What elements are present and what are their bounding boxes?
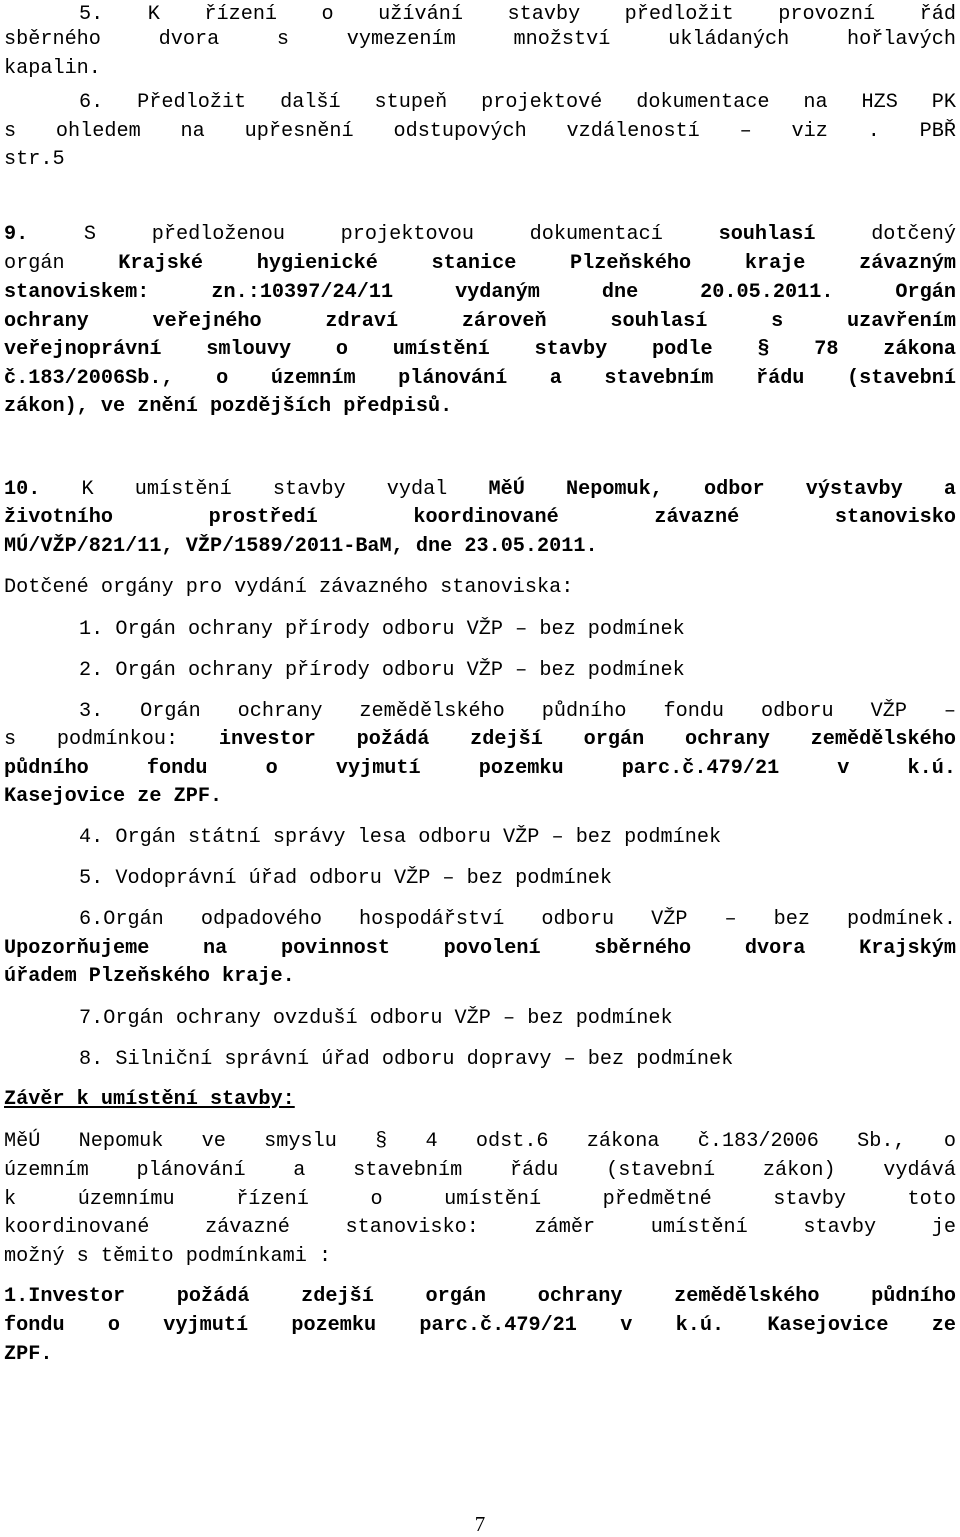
organ-8: 8. Silniční správní úřad odboru dopravy – bez podmínek — [79, 1048, 734, 1071]
point9-line5: veřejnoprávní smlouvy o umístění stavby podle § 78 zákona — [4, 338, 956, 361]
conclusion-line3: k územnímu řízení o umístění předmětné stavby toto — [4, 1188, 956, 1211]
organs-intro: Dotčené orgány pro vydání závazného stanoviska: — [4, 576, 574, 599]
organ-4: 4. Orgán státní správy lesa odboru VŽP – bez podmínek — [79, 826, 722, 849]
organ-5: 5. Vodoprávní úřad odboru VŽP – bez podmínek — [79, 867, 613, 890]
organ-3-line4: Kasejovice ze ZPF. — [4, 785, 223, 808]
item6-line2: s ohledem na upřesnění odstupových vzdáleností – viz . PBŘ — [4, 120, 956, 143]
organ-7: 7.Orgán ochrany ovzduší odboru VŽP – bez podmínek — [79, 1007, 673, 1030]
condition-1-line2: fondu o vyjmutí pozemku parc.č.479/21 v k.ú. Kasejovice ze — [4, 1314, 956, 1337]
organ-1: 1. Orgán ochrany přírody odboru VŽP – bez podmínek — [79, 618, 685, 641]
organ-6: 6.Orgán odpadového hospodářství odboru VŽP – bez podmínek. — [79, 908, 956, 931]
page-number: 7 — [474, 1512, 486, 1536]
point10-line2: životního prostředí koordinované závazné stanovisko — [4, 506, 956, 529]
point10-line1: 10. K umístění stavby vydal MěÚ Nepomuk, odbor výstavby a — [4, 478, 956, 501]
conclusion-line2: územním plánování a stavebním řádu (stavební zákon) vydává — [4, 1159, 956, 1182]
point9-line3: stanoviskem: zn.:10397/24/11 vydaným dne 20.05.2011. Orgán — [4, 281, 956, 304]
conclusion-line4: koordinované závazné stanovisko: záměr umístění stavby je — [4, 1216, 956, 1239]
organ-3-line1: 3. Orgán ochrany zemědělského půdního fondu odboru VŽP – — [79, 700, 956, 723]
organ-3-line3: půdního fondu o vyjmutí pozemku parc.č.479/21 v k.ú. — [4, 757, 956, 780]
condition-1-line3: ZPF. — [4, 1343, 53, 1366]
point10-number: 10. — [4, 478, 41, 501]
organ-3-line2: s podmínkou: investor požádá zdejší orgán ochrany zemědělského — [4, 728, 956, 751]
organ-2: 2. Orgán ochrany přírody odboru VŽP – bez podmínek — [79, 659, 685, 682]
point9-line7: zákon), ve znění pozdějších předpisů. — [4, 395, 453, 418]
point10-line3: MÚ/VŽP/821/11, VŽP/1589/2011-BaM, dne 23.05.2011. — [4, 535, 598, 558]
item6-line1: 6. Předložit další stupeň projektové dokumentace na HZS PK — [79, 91, 956, 114]
organ-6-note-line2: úřadem Plzeňského kraje. — [4, 965, 295, 988]
item5-line3: kapalin. — [4, 57, 101, 80]
point9-line1: 9. S předloženou projektovou dokumentací souhlasí dotčený — [4, 223, 956, 246]
item6-line3: str.5 — [4, 148, 65, 171]
item5-line1: 5. K řízení o užívání stavby předložit provozní řád — [79, 3, 956, 26]
point9-line6: č.183/2006Sb., o územním plánování a stavebním řádu (stavební — [4, 367, 956, 390]
item5-line2: sběrného dvora s vymezením množství ukládaných hořlavých — [4, 28, 956, 51]
point9-line4: ochrany veřejného zdraví zároveň souhlasí s uzavřením — [4, 310, 956, 333]
condition-1-line1: 1.Investor požádá zdejší orgán ochrany zemědělského půdního — [4, 1285, 956, 1308]
organ-6-note-line1: Upozorňujeme na povinnost povolení sběrného dvora Krajským — [4, 937, 956, 960]
conclusion-heading: Závěr k umístění stavby: — [4, 1088, 295, 1111]
conclusion-line1: MěÚ Nepomuk ve smyslu § 4 odst.6 zákona č.183/2006 Sb., o — [4, 1130, 956, 1153]
point9-line2: orgán Krajské hygienické stanice Plzeňského kraje závazným — [4, 252, 957, 275]
point9-number: 9. — [4, 223, 29, 246]
conclusion-line5: možný s těmito podmínkami : — [4, 1245, 332, 1268]
